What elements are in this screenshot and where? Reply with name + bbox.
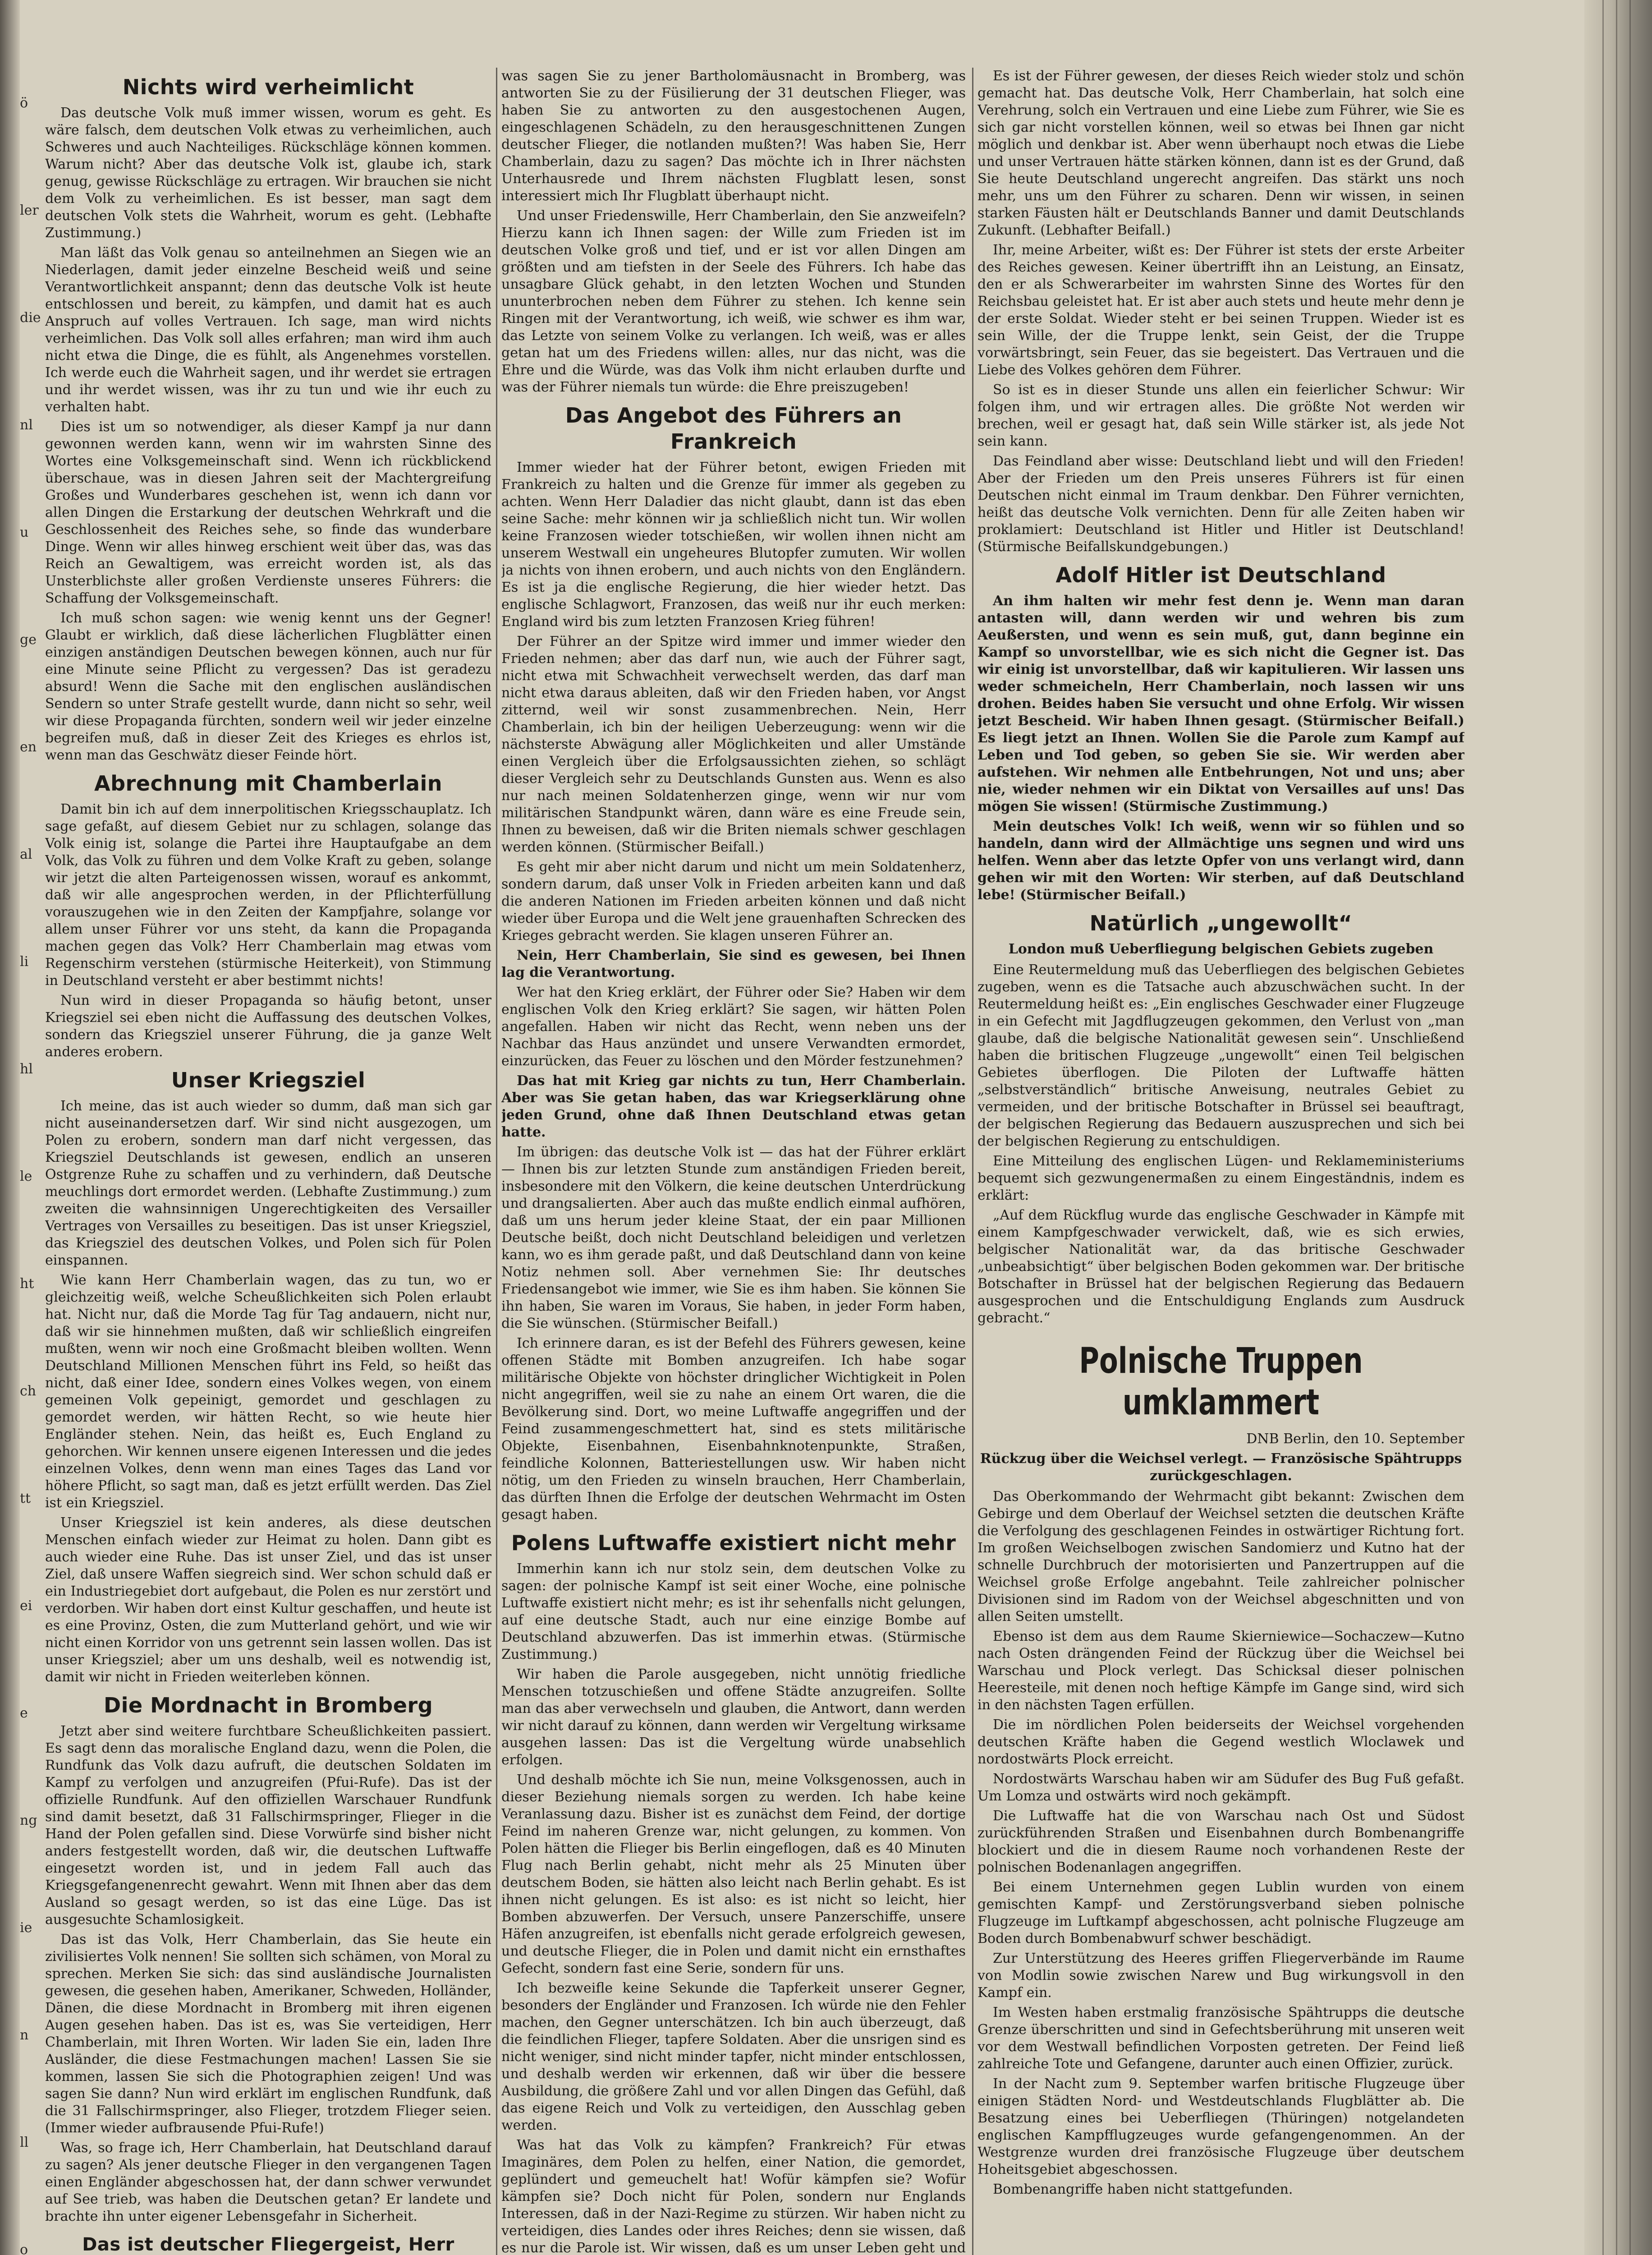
paragraph: Das Oberkommando der Wehrmacht gibt bekannt: Zwischen dem Gebirge und dem Oberlauf der Weichsel setzten die deutschen Kräfte die Verfolgung des geschlagenen Feindes in ostwärtiger Richtung fort. Im großen Weichselbogen zwischen Sandomierz und Kutno hat der schnelle Durchbruch der motorisierten und Panzertruppen auf die Weichsel große Erfolge angebahnt. Teile zahlreicher polnischer Divisionen sind im Radom von der Weichsel abgeschnitten und von allen Seiten umstellt. [977, 1489, 1464, 1625]
paragraph: Was, so frage ich, Herr Chamberlain, hat Deutschland darauf zu sagen? Als jener deutsche Flieger in den vergangenen Tagen einen Engländer abgeschossen hat, der dann schwer verwundet auf See trieb, was haben die Deutschen getan? Er landete und brachte ihn unter eigener Lebensgefahr in Sicherheit. [45, 2140, 491, 2224]
paragraph: Der Führer an der Spitze wird immer und immer wieder den Frieden nehmen; aber das darf nun, wie auch der Führer sagt, nicht etwa mit Schwachheit verwechselt werden, das darf man nicht etwa daraus ableiten, daß wir den Frieden haben, vor Angst zitternd, weil wir sonst zusammenbrechen. Nein, Herr Chamberlain, ich bin der heiligen Ueberzeugung: wenn wir die nächsterste Abwägung aller Möglichkeiten und aller Umstände einen Vergleich über die Erfolgsaussichten ziehen, so schlägt dieser Vergleich sehr zu Deutschlands Gunsten aus. Wenn es also nur nach meinen Soldatenherzen ginge, wenn wir nur vom militärischen Standpunkt wären, dann wäre es eine Freude sein, Ihnen zu beweisen, daß wir die Briten niemals schwer geschlagen werden können. (Stürmischer Beifall.) [501, 634, 966, 855]
subheadline: Rückzug über die Weichsel verlegt. — Französische Spähtrupps zurückgeschlagen. [980, 1451, 1462, 1484]
edge-fragment: ng [20, 1813, 37, 1828]
headline-die-mordnacht-in-bromberg: Die Mordnacht in Bromberg [103, 1693, 433, 1717]
headline-nichts-wird-verheimlicht: Nichts wird verheimlicht [122, 75, 414, 99]
paragraph: Ich bezweifle keine Sekunde die Tapferkeit unserer Gegner, besonders der Engländer und Franzosen. Ich würde nie den Fehler machen, den Gegner unterschätzen. Ich bin auch überzeugt, daß die feindlichen Flieger, tapfere Soldaten. Aber die unsrigen sind es nicht weniger, sind nicht minder tapfer, nicht minder entschlossen, und deshalb werden wir erkennen, daß wir über die bessere Ausbildung, die größere Zahl und vor allen Dingen das Gefühl, daß das eigene Reich und Volk zu verteidigen, den Ausschlag geben werden. [501, 1980, 966, 2133]
paragraph: Wir haben die Parole ausgegeben, nicht unnötig friedliche Menschen totzuschießen und offene Städte anzugreifen. Sollte man das aber verwechseln und glauben, die Antwort, dann werden wir nicht darauf zu können, dann werden wir Vergeltung wirksame ausgehen lassen: Das ist die Vergeltung würde unabsehlich erfolgen. [501, 1666, 966, 1768]
paragraph: Ich muß schon sagen: wie wenig kennt uns der Gegner! Glaubt er wirklich, daß diese lächerlichen Flugblätter einen einzigen anständigen Deutschen bewegen können, auch nur für eine Minute seine Pflicht zu vergessen? Das ist geradezu absurd! Wenn die Sache mit den englischen ausländischen Sendern so unter Strafe gestellt wurde, dann nicht so sehr, weil wir diese Propaganda fürchten, sondern weil wir jeder einzelne begreifen muß, daß in dieser Zeit des Krieges es ehrlos ist, wenn man das Geschwätz dieser Feinde hört. [45, 610, 491, 763]
edge-fragment: le [20, 1169, 32, 1184]
edge-fragment: al [20, 847, 32, 862]
dateline: DNB Berlin, den 10. September [1246, 1431, 1464, 1447]
column-rule [972, 68, 973, 2255]
subheadline: London muß Ueberfliegung belgischen Gebiets zugeben [1008, 941, 1434, 957]
paragraph: Unser Kriegsziel ist kein anderes, als diese deutschen Menschen einfach wieder zur Heimat zu holen. Dann gibt es auch wieder eine Ruhe. Das ist unser Ziel, und das ist unser Ziel, daß unsere Waffen siegreich sind. Wer schon schuld daß er ein Industriegebiet dort aufgebaut, die Polen es nur zerstört und verdorben. Wir haben dort einst Kultur geschaffen, und heute ist es eine Provinz, Osten, die zum Mutterland gehört, und wie wir nicht einen Korridor von uns getrennt sein lassen wollen. Das ist unser Kriegsziel; aber um uns deshalb, weil es notwendig ist, damit wir nicht in Frieden weiterleben können. [45, 1515, 491, 1685]
edge-fragment: ge [20, 632, 37, 648]
paragraph: Es ist der Führer gewesen, der dieses Reich wieder stolz und schön gemacht hat. Das deutsche Volk, Herr Chamberlain, hat solch eine Verehrung, solch ein Vertrauen und eine Liebe zum Führer, wie Sie es sich gar nicht vorstellen können, weil so etwas bei Ihnen gar nicht möglich und denkbar ist. Aber wenn überhaupt noch etwas die Liebe und unser Vertrauen hätte stärken können, dann ist es der Grund, daß Sie heute Deutschland ungerecht angreifen. Das stärkt uns noch mehr, uns um den Führer zu scharen. Denn wir wissen, in seinen starken Fäusten hält er Deutschlands Banner und damit Deutschlands Zukunft. (Lebhafter Beifall.) [977, 68, 1464, 238]
edge-fragment: ler [20, 202, 39, 218]
paragraph: Bei einem Unternehmen gegen Lublin wurden von einem gemischten Kampf- und Zerstörungsverband sieben polnische Flugzeuge im Luftkampf abgeschossen, acht polnische Flugzeuge am Boden durch Bombenabwurf schwer beschädigt. [977, 1879, 1464, 1947]
edge-fragment: n [20, 2027, 29, 2043]
page-stack-edge [1584, 0, 1652, 2255]
paragraph: Wie kann Herr Chamberlain wagen, das zu tun, wo er gleichzeitig weiß, welche Scheußlichkeiten sich Polen erlaubt hat. Nicht nur, daß die Morde Tag für Tag andauern, nicht nur, daß wir sie hinnehmen mußten, daß wir schließlich eingreifen mußten, wenn wir noch eine Großmacht bleiben wollten. Wenn Deutschland Millionen Menschen führt ins Feld, so heißt das nicht, daß einer Idee, sondern eines Volkes wegen, von einem gemeinen Volk gepeinigt, gemordet und geschlagen zu gemordet werden, wir hätten Recht, so wie heute hier Engländer stehen. Nein, das heißt es, Euch England zu gehorchen. Wir kennen unsere eigenen Interessen und die jedes einzelnen Volkes, denn wenn man eines Tages das Land vor höhere Pflicht, so sagt man, daß es jetzt erfüllt werden. Das Ziel ist ein Kriegsziel. [45, 1272, 491, 1511]
paragraph: In der Nacht zum 9. September warfen britische Flugzeuge über einigen Städten Nord- und Westdeutschlands Flugblätter ab. Die Besatzung eines bei Ueberfliegen (Thüringen) notgelandeten englischen Kampfflugzeuges wurde gefangengenommen. An der Westgrenze wurden drei französische Flugzeuge über deutschem Hoheitsgebiet abgeschossen. [977, 2076, 1464, 2177]
headline-natuerlich-ungewollt: Natürlich „ungewollt“ [1089, 911, 1353, 935]
edge-fragment: o [20, 2242, 28, 2255]
edge-fragment: ie [20, 1920, 32, 1936]
edge-fragment: nl [20, 417, 33, 433]
paragraph: Damit bin ich auf dem innerpolitischen Kriegsschauplatz. Ich sage gefaßt, auf diesem Gebiet nur zu schlagen, solange das Volk einig ist, solange die Partei ihre Hauptaufgabe an dem Volk, das Volk zu führen und dem Volke Kraft zu geben, solange wir jetzt die alten Parteigenossen wissen, worauf es ankommt, daß wir alle angesprochen werden, in der Pflichterfüllung vorauszugehen wie in den Zeiten der Kampfjahre, solange vor allem unser Führer vor uns steht, da kann die Propaganda machen gegen das Volk? Herr Chamberlain mag etwas vom Regenschirm verstehen (stürmische Heiterkeit), von Stimmung in Deutschland versteht er aber bestimmt nichts! [45, 801, 491, 989]
paragraph: Die im nördlichen Polen beiderseits der Weichsel vorgehenden deutschen Kräfte haben die Gegend westlich Wloclawek und nordostwärts Plock erreicht. [977, 1717, 1464, 1767]
edge-fragment: die [20, 310, 41, 326]
paragraph: Und unser Friedenswille, Herr Chamberlain, den Sie anzweifeln? Hierzu kann ich Ihnen sagen: der Wille zum Frieden ist im deutschen Volke groß und tief, und er ist vor allen Dingen am größten und am tiefsten in der Seele des Führers. Ich habe das unsagbare Glück gehabt, in den letzten Wochen und Stunden ununterbrochen neben dem Führer zu stehen. Ich kenne sein Ringen mit der Verantwortung, ich weiß, wie schwer es ihm war, das Letzte von seinem Volke zu verlangen. Ich weiß, was er alles getan hat um des Friedens willen: alles, nur das nicht, was die Ehre und die Würde, was das Volk ihm nicht erlauben durfte und was der Führer niemals tun würde: die Ehre preiszugeben! [501, 208, 966, 395]
paragraph: Immerhin kann ich nur stolz sein, dem deutschen Volke zu sagen: der polnische Kampf ist seit einer Woche, eine polnische Luftwaffe existiert nicht mehr; es ist ihr sehenfalls nicht gelungen, auf eine deutsche Stadt, auch nur eine einzige Bombe auf Deutschland abzuwerfen. Das ist immerhin etwas. (Stürmische Zustimmung.) [501, 1561, 966, 1662]
edge-fragment: e [20, 1705, 28, 1721]
paragraph: Das deutsche Volk muß immer wissen, worum es geht. Es wäre falsch, dem deutschen Volk etwas zu verheimlichen, auch Schweres und auch Nachteiliges. Rückschläge können kommen. Warum nicht? Aber das deutsche Volk ist, glaube ich, stark genug, gewisse Rückschläge zu ertragen. Wir brauchen sie nicht dem Volk zu verheimlichen. Es ist besser, man sagt dem deutschen Volk stets die Wahrheit, worum es geht. (Lebhafte Zustimmung.) [45, 105, 491, 241]
paragraph: Es geht mir aber nicht darum und nicht um mein Soldatenherz, sondern darum, daß unser Volk in Frieden arbeiten kann und daß die anderen Nationen im Frieden arbeiten können und daß nicht wieder über Europa und die Welt jene grauenhaften Schrecken des Krieges gebracht werden. Sie klagen unseren Führer an. [501, 859, 966, 943]
edge-fragment: u [20, 525, 29, 540]
headline-abrechnung-mit-chamberlain: Abrechnung mit Chamberlain [94, 771, 442, 796]
paragraph: Wer hat den Krieg erklärt, der Führer oder Sie? Haben wir dem englischen Volk den Krieg erklärt? Sie sagen, wir hätten Polen angefallen. Haben wir nicht das Recht, wenn neben uns der Nachbar das Haus anzündet und unsere Verwandten ermordet, einzurücken, das Feuer zu löschen und den Mörder festzunehmen? [501, 985, 966, 1069]
paragraph: Im Westen haben erstmalig französische Spähtrupps die deutsche Grenze überschritten und sind in Gefechtsberührung mit unseren weit vor dem Westwall befindlichen Vorposten getreten. Der Feind ließ zahlreiche Tote und Gefangene, darunter auch einen Offizier, zurück. [977, 2005, 1464, 2072]
paragraph: Ich erinnere daran, es ist der Befehl des Führers gewesen, keine offenen Städte mit Bomben anzugreifen. Ich habe sogar militärische Objekte von höchster dringlicher Wichtigkeit in Polen nicht angegriffen, weil sie zu nahe an einem Ort waren, die die Bevölkerung sind. Dort, wo meine Luftwaffe angegriffen und der Feind zusammengeschmettert hat, sind es stets militärische Objekte, Eisenbahnen, Eisenbahnknotenpunkte, Straßen, feindliche Kolonnen, Batteriestellungen usw. Wir haben nicht nötig, um den Frieden zu winseln brauchen, Herr Chamberlain, das dürften Ihnen die Erfolge der deutschen Wehrmacht im Osten gesagt haben. [501, 1335, 966, 1523]
paragraph: Ich meine, das ist auch wieder so dumm, daß man sich gar nicht auseinandersetzen darf. Wir sind nicht ausgezogen, um Polen zu erobern, sondern man darf nicht vergessen, das Kriegsziel Deutschlands ist gewesen, endlich an unseren Ostgrenze Ruhe zu schaffen und zu verhindern, daß Deutsche meuchlings dort ermordet werden. (Lebhafte Zustimmung.) zum zweiten die wahnsinnigen Ungerechtigkeiten des Versailler Vertrages von Versailles zu beseitigen. Das ist unser Kriegsziel, das Kriegsziel des deutschen Volkes, und Polen sich für Polen einspannen. [45, 1098, 491, 1268]
previous-page-fragments [20, 68, 47, 2255]
headline-angebot-an-frankreich: Das Angebot des Führers an Frankreich [565, 403, 902, 454]
headline-polnische-truppen-umklammert: Polnische Truppen umklammert [1079, 1341, 1363, 1423]
paragraph: Ihr, meine Arbeiter, wißt es: Der Führer ist stets der erste Arbeiter des Reiches gewesen. Keiner übertrifft ihn an Leistung, an Einsatz, den er als Schwerarbeiter im wahrsten Sinne des Wortes für den Reichsbau geleistet hat. Er ist aber auch stets und heute mehr denn je der erste Soldat. Wieder steht er bei seinen Truppen. Wieder ist es sein Wille, der die Truppe lenkt, sein Geist, der die Truppe vorwärtsbringt, sein Feuer, das sie begeistert. Das Vertrauen und die Liebe des Volkes gehören dem Führer. [977, 242, 1464, 378]
paragraph: Nun wird in dieser Propaganda so häufig betont, unser Kriegsziel sei eben nicht die Auffassung des deutschen Volkes, sondern das Kriegsziel unserer Führung, die ja ganze Welt anderes erobern. [45, 993, 491, 1060]
paragraph: Das ist das Volk, Herr Chamberlain, das Sie heute ein zivilisiertes Volk nennen! Sie sollten sich schämen, von Moral zu sprechen. Merken Sie sich: das sind ausländische Journalisten gewesen, die gesehen haben, Amerikaner, Schweden, Holländer, Dänen, die diese Mordnacht in Bromberg mit ihren eigenen Augen gesehen haben. Das ist es, was Sie verteidigen, Herr Chamberlain, mit Ihren Worten. Wir laden Sie ein, laden Ihre Ausländer, die diese Festmachungen machen! Lassen Sie sie kommen, lassen Sie sich die Photographien zeigen! Und was sagen Sie dann? Nun wird erklärt im englischen Rundfunk, daß die 31 Fallschirmspringer, also Flieger, trotzdem Flieger seien. (Immer wieder aufbrausende Pfui-Rufe!) [45, 1932, 491, 2136]
edge-fragment: ht [20, 1276, 34, 1292]
paragraph: Im übrigen: das deutsche Volk ist — das hat der Führer erklärt — Ihnen bis zur letzten Stunde zum anständigen Frieden bereit, insbesondere mit den Völkern, die keine deutschen Unterdrückung und drangsalierten. Aber auch das mußte endlich einmal aufhören, daß um uns herum jeder kleine Staat, der ein paar Millionen Deutsche beißt, doch nicht Deutschland beleidigen und verletzen kann, wo es ihm gerade paßt, und daß Deutschland dann von keine Notiz nehmen soll. Aber vernehmen Sie: Ihr deutsches Friedensangebot wie immer, wie Sie es ihm haben. Sie können Sie ihn haben, Sie waren im Voraus, Sie haben, in jeder Form haben, die Sie wünschen. (Stürmischer Beifall.) [501, 1144, 966, 1331]
paragraph: So ist es in dieser Stunde uns allen ein feierlicher Schwur: Wir folgen ihm, und wir ertragen alles. Die größte Not werden wir brechen, weil er gesagt hat, daß sein Wille stärker ist, als jede Not sein kann. [977, 382, 1464, 449]
paragraph: Das Feindland aber wisse: Deutschland liebt und will den Frieden! Aber der Frieden um den Preis unseres Führers ist für einen Deutschen nicht einmal im Traum denkbar. Den Führer vernichten, heißt das deutsche Volk vernichten. Denn für alle Zeiten haben wir proklamiert: Deutschland ist Hitler und Hitler ist Deutschland! (Stürmische Beifallskundgebungen.) [977, 453, 1464, 555]
column-1 [45, 68, 491, 2255]
paragraph-bold: Mein deutsches Volk! Ich weiß, wenn wir so fühlen und so handeln, dann wird der Allmächtige uns segnen und wird uns helfen. Wenn aber das letzte Opfer von uns verlangt wird, dann gehen wir mit den Worten: Wir sterben, auf daß Deutschland lebe! (Stürmischer Beifall.) [977, 819, 1464, 903]
paragraph: Die Luftwaffe hat die von Warschau nach Ost und Südost zurückführenden Straßen und Eisenbahnen durch Bombenangriffe blockiert und die in diesem Raume noch vorhandenen Reste der polnischen Bodenanlagen angegriffen. [977, 1808, 1464, 1875]
paragraph: was sagen Sie zu jener Bartholomäusnacht in Bromberg, was antworten Sie zu der Füsilierung der 31 deutschen Flieger, was haben Sie zu antworten zu den ausgestochenen Augen, eingeschlagenen Schädeln, zu den herausgeschnittenen Zungen deutscher Flieger, die notlanden mußten?! Was haben Sie, Herr Chamberlain, dazu zu sagen? Das möchte ich in Ihrer nächsten Unterhausrede und Ihrem nächsten Flugblatt lesen, sonst interessiert mich Ihr Flugblatt überhaupt nicht. [501, 68, 966, 204]
paragraph-bold: Das hat mit Krieg gar nichts zu tun, Herr Chamberlain. Aber was Sie getan haben, das war Kriegserklärung ohne jeden Grund, ohne daß Ihnen Deutschland etwas getan hatte. [501, 1073, 966, 1140]
paragraph: Eine Reutermeldung muß das Ueberfliegen des belgischen Gebietes zugeben, wenn es die Tatsache auch abzuschwächen sucht. In der Reutermeldung heißt es: „Ein englisches Geschwader einer Flugzeuge in ein Gefecht mit Jagdflugzeugen gekommen, den Verlust von „man glaube, daß die belgische Nationalität gewesen sein“. Unschließend haben die britischen Flugzeuge „ungewollt“ einen Teil belgischen Gebietes überflogen. Die Piloten der Luftwaffe hätten „selbstverständlich“ britische Anweisung, neutrales Gebiet zu vermeiden, und der britische Botschafter in Brüssel sei beauftragt, der belgischen Regierung das Bedauern auszusprechen und sich bei der belgischen Regierung zu entschuldigen. [977, 962, 1464, 1149]
paragraph: Bombenangriffe haben nicht stattgefunden. [993, 2181, 1293, 2197]
column-rule [496, 68, 497, 2255]
headline-deutscher-fliegergeist: Das ist deutscher Fliegergeist, Herr [82, 2234, 454, 2255]
paragraph: Zur Unterstützung des Heeres griffen Fliegerverbände im Raume von Modlin sowie zwischen Narew und Bug wirkungsvoll in den Kampf ein. [977, 1951, 1464, 2001]
column-3 [977, 68, 1464, 2255]
binding-edge [0, 0, 20, 2255]
paragraph: Man läßt das Volk genau so anteilnehmen an Siegen wie an Niederlagen, damit jeder einzelne Bescheid weiß und seine Verantwortlichkeit anspannt; denn das deutsche Volk ist heute entschlossen und bereit, zu kämpfen, und damit hat es auch Anspruch auf volles Vertrauen. Ich sage, man wird nichts verheimlichen. Das Volk soll alles erfahren; man wird ihm auch nicht etwa die Dinge, die es fühlt, als Angenehmes vorstellen. Ich werde euch die Wahrheit sagen, und ihr werdet sie ertragen und ihr werdet wissen, was ihr zu tun und wie ihr euch zu verhalten habt. [45, 245, 491, 415]
headline-polens-luftwaffe: Polens Luftwaffe existiert nicht mehr [511, 1531, 956, 1555]
edge-fragment: ei [20, 1598, 32, 1614]
paragraph-bold: An ihm halten wir mehr fest denn je. Wenn man daran antasten will, dann werden wir und wehren bis zum Aeußersten, und wenn es sein muß, gut, dann beginne ein Kampf so unvorstellbar, wie es sich nicht die Gegner ist. Das wir einig ist unvorstellbar, daß wir kapitulieren. Wir lassen uns weder schmeicheln, Herr Chamberlain, noch lassen wir uns drohen. Beides haben Sie versucht und ohne Erfolg. Wir wissen jetzt Bescheid. Wir haben Ihnen gesagt. (Stürmischer Beifall.) Es liegt jetzt an Ihnen. Wollen Sie die Parole zum Kampf auf Leben und Tod geben, so geben Sie sie. Wir werden aber aufstehen. Wir nehmen alle Entbehrungen, Not und uns; aber nie, wieder nehmen wir ein Diktat von Versailles auf uns! Das mögen Sie wissen! (Stürmische Zustimmung.) [977, 593, 1464, 815]
paragraph: Nordostwärts Warschau haben wir am Südufer des Bug Fuß gefaßt. Um Lomza und ostwärts wird noch gekämpft. [977, 1771, 1464, 1804]
edge-fragment: li [20, 954, 29, 970]
paragraph: Ebenso ist dem aus dem Raume Skierniewice—Sochaczew—Kutno nach Osten drängenden Feind der Rückzug über die Weichsel bei Warschau und Plock verlegt. Das Schicksal dieser polnischen Heeresteile, mit denen noch heftige Kämpfe im Gange sind, wird sich in den nächsten Tagen erfüllen. [977, 1629, 1464, 1713]
paragraph: Immer wieder hat der Führer betont, ewigen Frieden mit Frankreich zu halten und die Grenze für immer als gegeben zu achten. Wenn Herr Daladier das nicht glaubt, dann ist das eben seine Sache: mehr können wir ja schließlich nicht tun. Wir wollen keine Franzosen wieder totschießen, wir wollen ihnen nicht am unserem Westwall ein ungeheures Blutopfer zumuten. Wir wollen ja nichts von ihnen erobern, und auch nichts von den Engländern. Es ist ja die englische Regierung, die hier wieder hetzt. Das englische Schlagwort, Franzosen, das weiß nur ihr euch merken: England wird bis zum letzten Franzosen Krieg führen! [501, 460, 966, 630]
paragraph: Jetzt aber sind weitere furchtbare Scheußlichkeiten passiert. Es sagt denn das moralische England dazu, wenn die Polen, die Rundfunk das Volk dazu aufruft, die deutschen Soldaten im Kampf zu verfolgen und anzugreifen (Pfui-Rufe). Das ist der offizielle Rundfunk. Auf den offiziellen Warschauer Rundfunk sind damit besetzt, daß 31 Fallschirmspringer, Flieger in die Hand der Polen gefallen sind. Diese Vorwürfe sind bisher nicht anders festgestellt worden, daß wir, die deutschen Luftwaffe eingesetzt worden ist, und in jedem Fall auch das Kriegsgefangenenrecht gewahrt. Wenn mit Ihnen aber das dem Ausland so gesagt werden, so ist das eine Lüge. Das ist ausgesuchte Schamlosigkeit. [45, 1723, 491, 1928]
paragraph: Dies ist um so notwendiger, als dieser Kampf ja nur dann gewonnen werden kann, wenn wir im wahrsten Sinne des Wortes eine Volksgemeinschaft sind. Wenn ich rückblickend überschaue, was in diesen Jahren seit der Machtergreifung Großes und Wunderbares geschehen ist, wenn ich dann vor allen Dingen die Erstarkung der deutschen Wehrkraft und die Geschlossenheit des Reiches sehe, so finde das wunderbare Dinge. Wenn wir alles hinweg erschient weit über das, was das Reich an Gewaltigem, was erreicht worden ist, als das Unsterblichste aller großen Verdienste unseres Führers: die Schaffung der Volksgemeinschaft. [45, 419, 491, 606]
paragraph: Und deshalb möchte ich Sie nun, meine Volksgenossen, auch in dieser Beziehung niemals sorgen zu werden. Ich habe keine Veranlassung dazu. Bisher ist es zunächst dem Feind, der dortige Feind im naheren Grenze war, nicht gelungen, zu kommen. Von Polen hätten die Flieger bis Berlin eingeflogen, daß es 40 Minuten Flug nach Berlin gehabt, nicht mehr als 25 Minuten über deutschem Boden, sie hätten also leicht nach Berlin gehabt. Es ist ihnen nicht gelungen. Es ist also: es ist nicht so leicht, hier Bomben abzuwerfen. Der Versuch, unsere Panzerschiffe, unsere Häfen anzugreifen, ist ebenfalls nicht gerade erfolgreich gewesen, und deutsche Flieger, die in Polen und damit nicht ein ernsthaftes Gefecht, sondern fast eine Serie, sondern für uns. [501, 1772, 966, 1976]
edge-fragment: en [20, 739, 37, 755]
paragraph: Was hat das Volk zu kämpfen? Frankreich? Für etwas Imaginäres, dem Polen zu helfen, einer Nation, die gemordet, geplündert und gemeuchelt hat! Wofür kämpfen sie? Wofür kämpfen sie? Doch nicht für Polen, sondern nur Englands Interessen, daß in der Nazi-Regime zu stürzen. Wir haben nicht zu verteidigen, dies Landes oder ihres Reiches; denn sie wissen, daß es nur die Parole ist. Wir wissen, daß es um unser Leben geht und [501, 2137, 966, 2255]
headline-unser-kriegsziel: Unser Kriegsziel [171, 1068, 366, 1092]
edge-fragment: ch [20, 1383, 37, 1399]
paragraph: „Auf dem Rückflug wurde das englische Geschwader in Kämpfe mit einem Kampfgeschwader verwickelt, daß, wie es sich erwies, belgischer Nationalität war, da das britische Geschwader „unbeabsichtigt“ über belgischen Boden gekommen war. Der britische Botschafter in Brüssel hat der belgischen Regierung das Bedauern ausgesprochen und die Entschuldigung Englands zum Ausdruck gebracht.“ [977, 1207, 1464, 1326]
paragraph: Eine Mitteilung des englischen Lügen- und Reklameministeriums bequemt sich gezwungenermaßen zu einem Eingeständnis, indem es erklärt: [977, 1153, 1464, 1203]
headline-adolf-hitler-ist-deutschland: Adolf Hitler ist Deutschland [1055, 563, 1386, 587]
edge-fragment: tt [20, 1491, 31, 1506]
edge-fragment: ö [20, 95, 28, 111]
edge-fragment: hl [20, 1061, 33, 1077]
paragraph-bold: Nein, Herr Chamberlain, Sie sind es gewesen, bei Ihnen lag die Verantwortung. [501, 948, 966, 980]
edge-fragment: ll [20, 2135, 29, 2150]
column-2 [501, 68, 966, 2255]
